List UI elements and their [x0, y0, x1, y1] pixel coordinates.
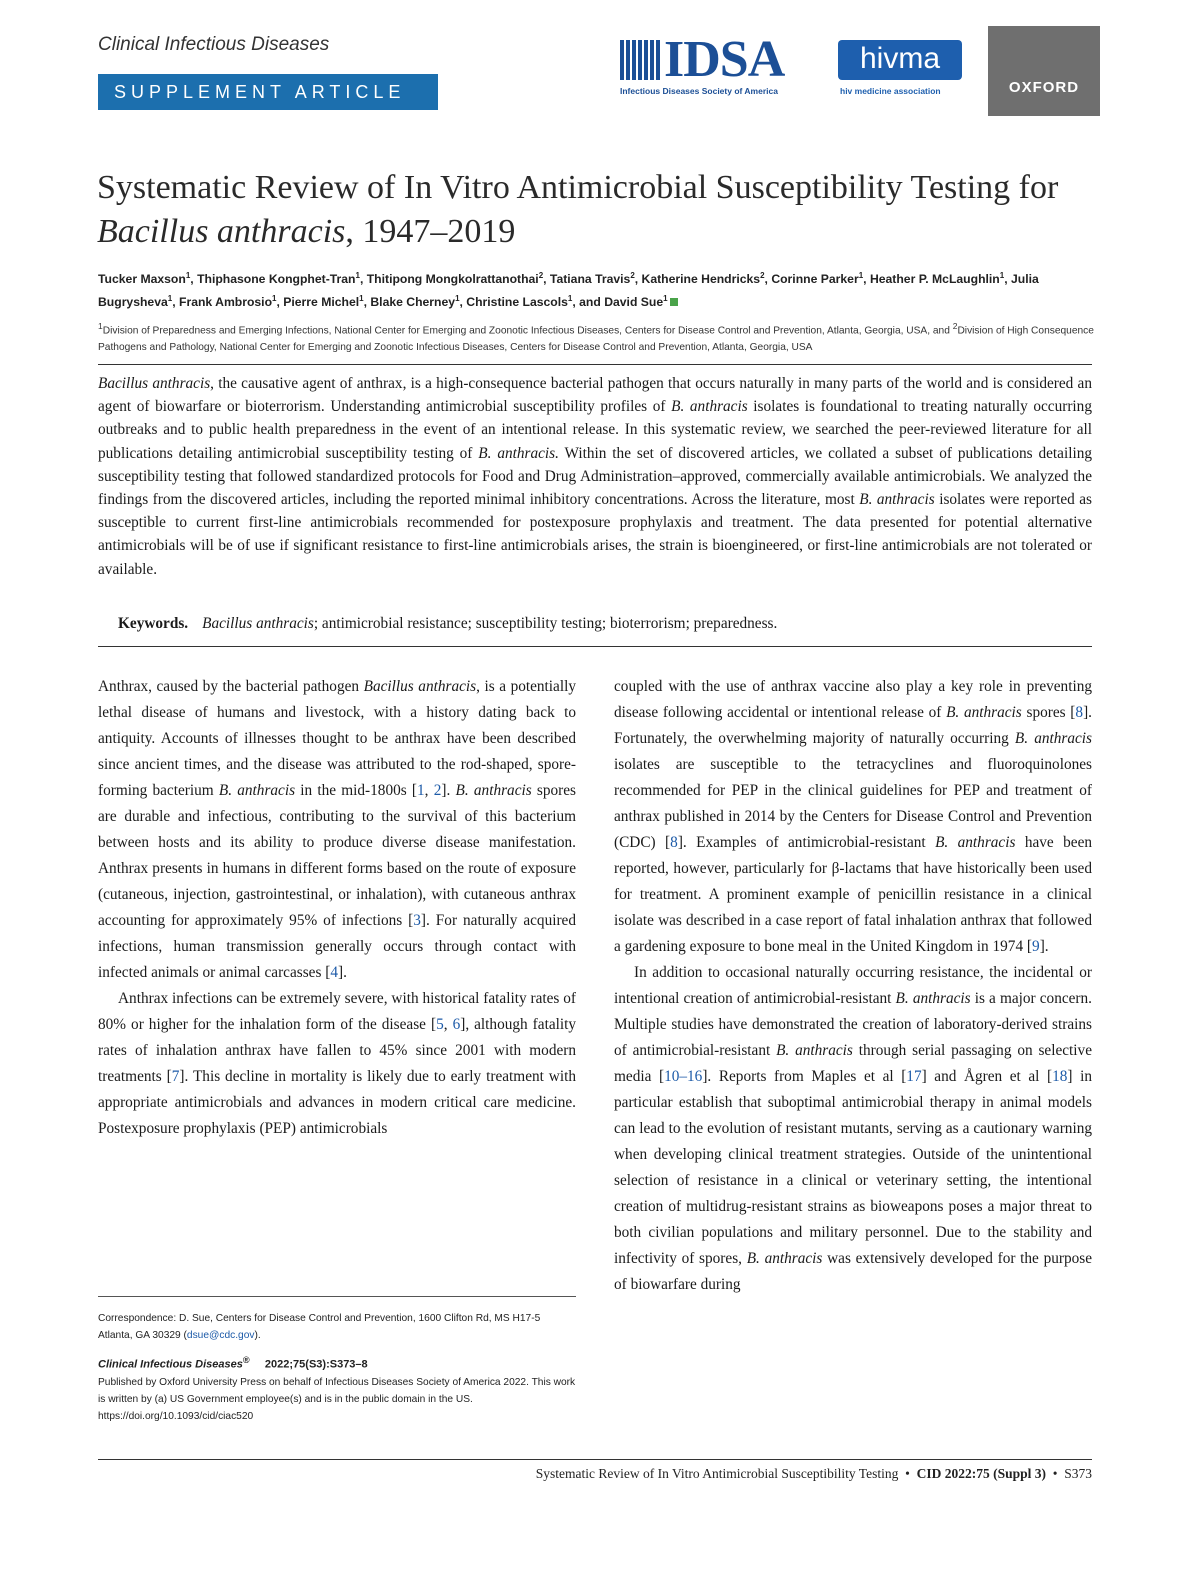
email-link[interactable]: dsue@cdc.gov	[186, 1330, 255, 1341]
footer-divider	[98, 1459, 1092, 1460]
author-affiliation-mark: 1	[663, 294, 668, 304]
author-name: Corinne Parker	[771, 272, 859, 287]
journal-name: Clinical Infectious Diseases	[98, 34, 330, 55]
author-affiliation-mark: 1	[999, 271, 1005, 280]
author-name: and David Sue	[579, 295, 664, 310]
author-affiliation-mark: 2	[760, 271, 765, 280]
citation-line: Clinical Infectious Diseases® 2022;75(S3):S373–8	[98, 1355, 368, 1371]
abstract: Bacillus anthracis, the causative agent of anthrax, is a high-consequence bacterial pathogen that occurs naturally in many parts of the world and is considered an agent of biowarfare or bioterrorism. Understanding antimicrobial susceptibility profiles of B. anthracis isolates is foundational to treating naturally occurring outbreaks and to public health preparedness in the event of an intentional release. In this systematic review, we searched the peer-reviewed literature for all publications detailing antimicrobial susceptibility testing of B. anthracis. Within the set of discovered articles, we collated a subset of publications detailing susceptibility testing that followed standardized protocols for Food and Drug Administration–approved, commercially available antimicrobials. We analyzed the findings from the discovered articles, including the reported minimal inhibitory concentrations. Across the literature, most B. anthracis isolates were reported as susceptible to current first-line antimicrobials recommended for postexposure prophylaxis and treatment. The data presented for potential alternative antimicrobials will be of use if significant resistance to first-line antimicrobials arises, the strain is bioengineered, or first-line antimicrobials are not tolerated or available.	[98, 375, 1092, 578]
divider	[98, 364, 1092, 365]
reference-link[interactable]: 9	[1032, 938, 1040, 955]
reference-link[interactable]: 17	[906, 1068, 922, 1085]
author-list: Tucker Maxson$^1$, Thiphasone Kongphet-Tran$^1$, Thitipong Mongkolrattanothai$^2$, Tatiana Travis$^2$, Katherine Hendricks$^2$, Corinne Parker$^1$, Heather P. McLaughlin$^1$, Julia Bugrysheva$^1$, Frank Ambrosio$^1$, Pierre Michel$^1$, Blake Cherney$^1$, Christine Lascols$^1$, and David Sue$^1$	[98, 271, 1039, 310]
author-name: Katherine Hendricks	[641, 272, 761, 287]
keywords: Keywords. Bacillus anthracis; antimicrobial resistance; susceptibility testing; bioterrorism; preparedness.	[118, 615, 778, 632]
body-column-left	[98, 674, 576, 1142]
idsa-mark-icon	[620, 40, 660, 80]
publisher-note: Published by Oxford University Press on behalf of Infectious Diseases Society of America 2022. This work is written by (a) US Government employee(s) and is in the public domain in the US. https://doi.org/10.1093/cid/ciac520	[98, 1376, 576, 1422]
idsa-logo	[620, 31, 830, 98]
footnote-divider	[98, 1296, 576, 1297]
author-affiliation-mark: 1	[167, 294, 173, 304]
reference-link[interactable]: 6	[452, 1016, 461, 1033]
reference-link[interactable]: 4	[330, 964, 338, 981]
author-affiliation-mark: 2	[538, 271, 544, 280]
author-affiliation-mark: 1	[359, 294, 364, 304]
author-name: Thitipong Mongkolrattanothai	[366, 272, 539, 287]
hivma-tagline: hiv medicine association	[840, 86, 941, 96]
reference-link[interactable]: 1	[417, 782, 425, 799]
author-name: Julia Bugrysheva	[98, 272, 1039, 310]
author-name: Heather P. McLaughlin	[869, 272, 1000, 287]
body-column-right	[614, 674, 1092, 1298]
article-title: Systematic Review of In Vitro Antimicrobial Susceptibility Testing for Bacillus anthracis, 1947–2019	[97, 169, 1059, 250]
author-name: Frank Ambrosio	[179, 295, 273, 310]
correspondence: Correspondence: D. Sue, Centers for Disease Control and Prevention, 1600 Clifton Rd, MS H17-5 Atlanta, GA 30329 (dsue@cdc.gov).	[98, 1313, 541, 1341]
idsa-wordmark: IDSA	[664, 31, 785, 88]
author-affiliation-mark: 1	[567, 294, 573, 304]
reference-link[interactable]: 8	[670, 834, 678, 851]
author-affiliation-mark: 1	[272, 294, 277, 304]
running-footer: Systematic Review of In Vitro Antimicrobial Susceptibility Testing • CID 2022:75 (Suppl 3) • S373	[535, 1466, 1092, 1481]
divider	[98, 646, 1092, 647]
body-paragraph: In addition to occasional naturally occurring resistance, the incidental or intentional creation of antimicrobial-resistant B. anthracis is a major concern. Multiple studies have demonstrated the creation of laboratory-derived strains of antimicrobial-resistant B. anthracis through serial passaging on selective media [10–16]. Reports from Maples et al [17] and Ågren et al [18] in particular establish that suboptimal antimicrobial therapy in animal models can lead to the evolution of resistant mutants, serving as a cautionary warning when developing clinical treatment strategies. Outside of the unintentional selection of resistance in a clinical or veterinary setting, the intentional creation of multidrug-resistant strains as bioweapons poses a major threat to both civilian populations and military personnel. Due to the stability and infectivity of spores, B. anthracis was extensively developed for the purpose of biowarfare during	[614, 964, 1093, 1293]
author-name: Tatiana Travis	[549, 272, 631, 287]
article-type-badge: SUPPLEMENT ARTICLE	[98, 74, 438, 110]
body-paragraph: Anthrax, caused by the bacterial pathogen Bacillus anthracis, is a potentially lethal disease of humans and livestock, with a history dating back to antiquity. Accounts of illnesses thought to be anthrax have been described since ancient times, and the disease was attributed to the rod-shaped, spore-forming bacterium B. anthracis in the mid-1800s [1, 2]. B. anthracis spores are durable and infectious, contributing to the survival of this bacterium between hosts and its ability to produce diverse disease manifestation. Anthrax presents in humans in different forms based on the route of exposure (cutaneous, injection, gastrointestinal, or inhalation), with cutaneous anthrax accounting for approximately 95% of infections [3]. For naturally acquired infections, human transmission generally occurs through contact with infected animals or animal carcasses [4].	[98, 678, 576, 981]
hivma-wordmark: hivma	[838, 40, 962, 80]
reference-link[interactable]: 18	[1052, 1068, 1068, 1085]
reference-link[interactable]: 5	[436, 1016, 444, 1033]
author-affiliation-mark: 1	[858, 271, 864, 280]
footnotes	[98, 1310, 576, 1425]
author-name: Tucker Maxson	[98, 272, 186, 287]
reference-link[interactable]: 2	[433, 782, 442, 799]
author-affiliation-mark: 1	[185, 271, 191, 280]
idsa-tagline: Infectious Diseases Society of America	[620, 86, 778, 96]
author-affiliation-mark: 2	[630, 271, 635, 280]
reference-link[interactable]: 3	[413, 912, 421, 929]
author-name: Thiphasone Kongphet-Tran	[197, 272, 356, 287]
body-paragraph: Anthrax infections can be extremely severe, with historical fatality rates of 80% or higher for the inhalation form of the disease [5, 6], although fatality rates of inhalation anthrax have fallen to 45% since 2001 with modern treatments [7]. This decline in mortality is likely due to early treatment with appropriate antimicrobials and advances in modern critical care medicine. Postexposure prophylaxis (PEP) antimicrobials	[98, 990, 577, 1137]
body-paragraph: coupled with the use of anthrax vaccine also play a key role in preventing disease following accidental or intentional release of B. anthracis spores [8]. Fortunately, the overwhelming majority of naturally occurring B. anthracis isolates are susceptible to the tetracyclines and fluoroquinolones recommended for PEP in the clinical guidelines for PEP and treatment of anthrax published in 2014 by the Centers for Disease Control and Prevention (CDC) [8]. Examples of antimicrobial-resistant B. anthracis have been reported, however, particularly for β-lactams that have historically been used for treatment. A prominent example of penicillin resistance in a clinical isolate was described in a case report of fatal inhalation anthrax that followed a gardening exposure to bone meal in the United Kingdom in 1974 [9].	[614, 678, 1093, 955]
open-access-icon	[670, 298, 678, 306]
hivma-logo	[838, 40, 964, 98]
affiliations: $^1$Division of Preparedness and Emerging Infections, National Center for Emerging and Zoonotic Infectious Diseases, Centers for Disease Control and Prevention, Atlanta, Georgia, USA, and $^2$Division of High Consequence Pathogens and Pathology, National Center for Emerging and Zoonotic Infectious Diseases, Centers for Disease Control and Prevention, Atlanta, Georgia, USA	[98, 321, 1094, 354]
reference-link[interactable]: 7	[171, 1068, 180, 1085]
author-name: Blake Cherney	[370, 295, 456, 310]
author-name: Pierre Michel	[283, 295, 360, 310]
author-affiliation-mark: 1	[355, 271, 360, 280]
page-number: S373	[1064, 1466, 1092, 1481]
reference-link[interactable]: 10–16	[664, 1068, 703, 1085]
author-affiliation-mark: 1	[455, 294, 460, 304]
oxford-logo: OXFORD	[988, 26, 1100, 116]
author-name: Christine Lascols	[466, 295, 568, 310]
reference-link[interactable]: 8	[1075, 704, 1084, 721]
